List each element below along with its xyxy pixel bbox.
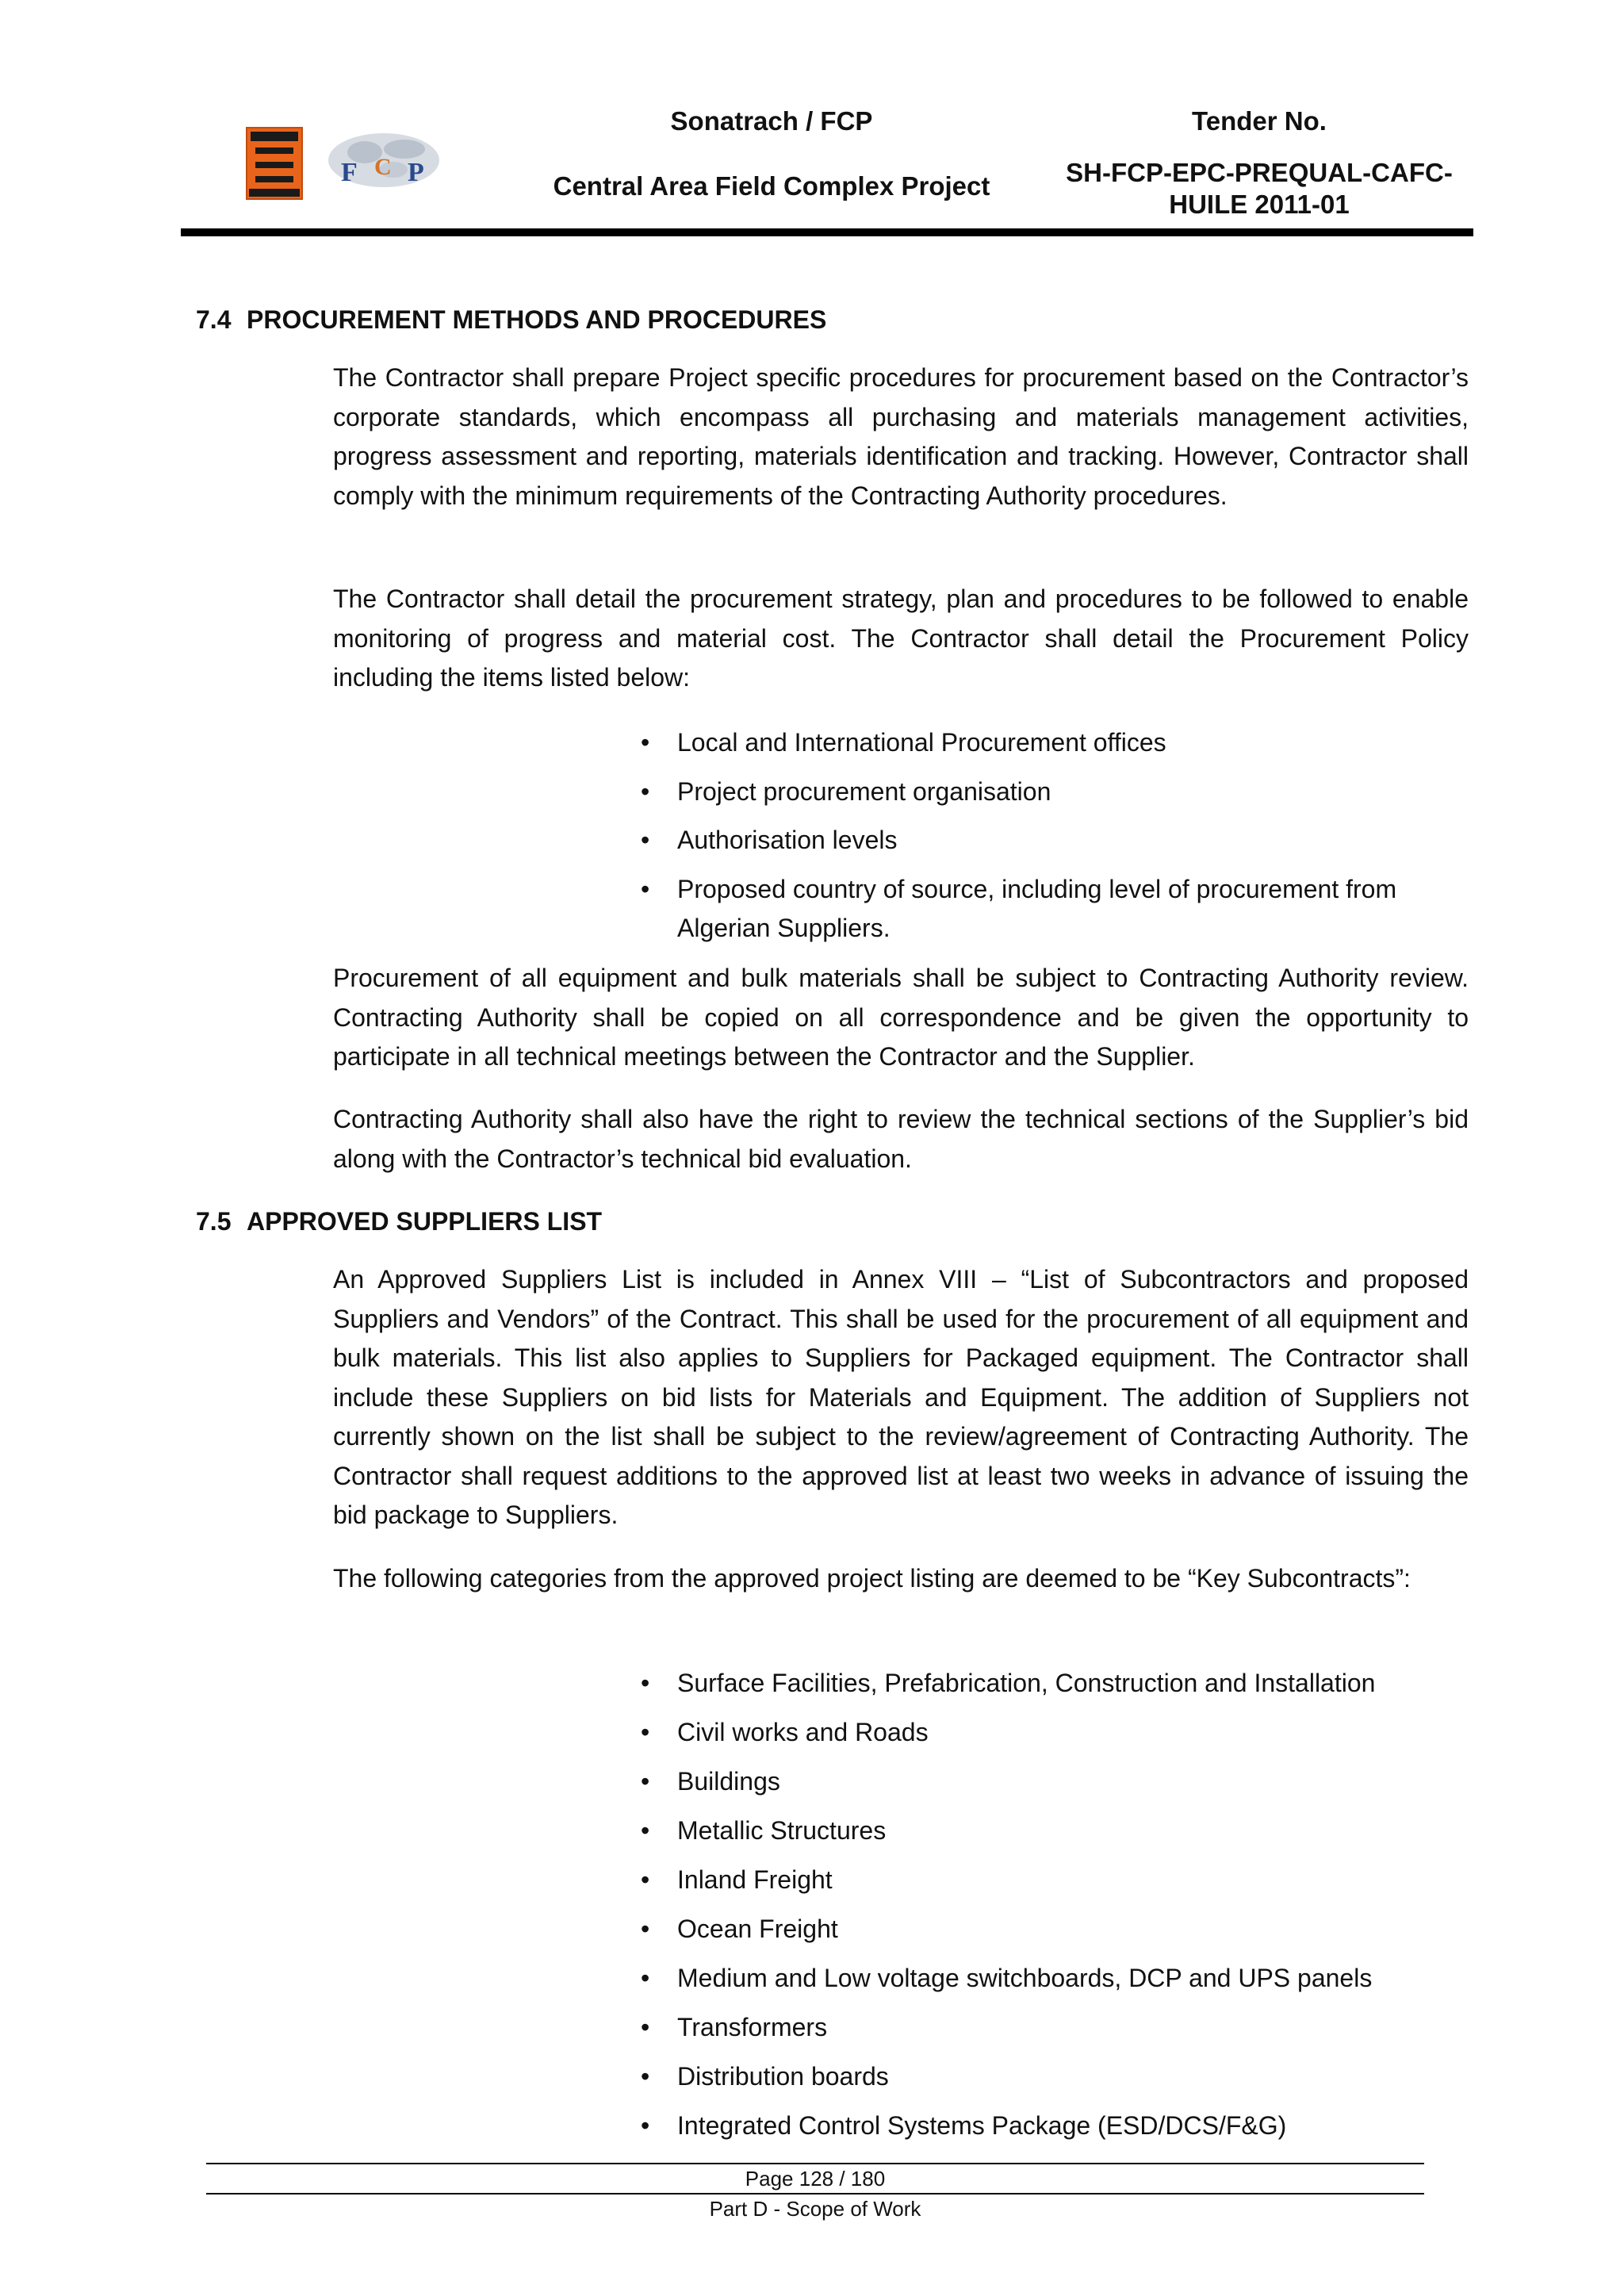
sonatrach-logo bbox=[246, 127, 303, 200]
section-7-5-paragraph-1: An Approved Suppliers List is included in Annex VIII – “List of Subcontractors and proposed Suppliers and Vendors” of the Contract. This shall be used for the procurement of all equipment and bulk materials. This list also applies to Suppliers for Packaged equipment. The Contractor shall include these Suppliers on bid lists for Materials and Equipment. The addition of Suppliers not currently shown on the list shall be subject to the review/agreement of Contracting Authority. The Contractor shall request additions to the approved list at least two weeks in advance of issuing the bid package to Suppliers. bbox=[333, 1265, 1469, 1529]
header-subtitle: Central Area Field Complex Project bbox=[553, 171, 990, 201]
section-number: 7.5 bbox=[196, 1207, 232, 1236]
section-7-4-paragraph-1: The Contractor shall prepare Project specific procedures for procurement based on the Contractor’s corporate standards, which encompass all purchasing and materials management activities, progress assessment and reporting, materials identification and tracking. However, Contractor shall comply with the minimum requirements of the Contracting Authority procedures. bbox=[333, 363, 1469, 510]
tender-number-line1: SH-FCP-EPC-PREQUAL-CAFC- bbox=[1066, 158, 1453, 187]
section-title: PROCUREMENT METHODS AND PROCEDURES bbox=[247, 305, 827, 334]
bullet-icon: • bbox=[641, 728, 650, 757]
bullet-icon: • bbox=[641, 1718, 650, 1746]
bullet-icon: • bbox=[641, 2111, 650, 2140]
list-item: • Integrated Control Systems Package (ESD/DCS/F&G) bbox=[634, 2106, 1475, 2146]
section-7-5-paragraph-2: The following categories from the approved project listing are deemed to be “Key Subcontracts”: bbox=[333, 1564, 1411, 1593]
list-item: • Buildings bbox=[634, 1762, 1475, 1802]
tender-number bbox=[1029, 157, 1489, 220]
page-header bbox=[181, 95, 1473, 238]
svg-text:P: P bbox=[408, 158, 424, 187]
bullet-icon: • bbox=[641, 1865, 650, 1894]
svg-text:F: F bbox=[341, 158, 358, 187]
bullet-icon: • bbox=[641, 1669, 650, 1697]
bullet-icon: • bbox=[641, 2062, 650, 2091]
list-item: • Proposed country of source, including level of procurement from Algerian Suppliers. bbox=[634, 870, 1475, 949]
section-number: 7.4 bbox=[196, 305, 232, 334]
svg-text:C: C bbox=[374, 154, 392, 180]
page-number: Page 128 / 180 bbox=[745, 2167, 886, 2191]
section-7-4-paragraph-2: The Contractor shall detail the procurement strategy, plan and procedures to be followed to enable monitoring of progress and material cost. The Contractor shall detail the Procurement Policy including the items listed below: bbox=[333, 585, 1469, 692]
footer-rule-top bbox=[206, 2163, 1424, 2164]
bullet-icon: • bbox=[641, 776, 650, 806]
list-item: • Civil works and Roads bbox=[634, 1713, 1475, 1753]
list-item: • Authorisation levels bbox=[634, 821, 1475, 861]
footer-part-label: Part D - Scope of Work bbox=[709, 2197, 921, 2221]
procurement-policy-list bbox=[634, 723, 1475, 958]
list-item: • Distribution boards bbox=[634, 2057, 1475, 2097]
bullet-icon: • bbox=[641, 2013, 650, 2041]
bullet-icon: • bbox=[641, 1767, 650, 1796]
list-item: • Transformers bbox=[634, 2008, 1475, 2048]
list-item: • Metallic Structures bbox=[634, 1811, 1475, 1851]
section-7-5-heading bbox=[196, 1207, 602, 1236]
section-7-4-heading bbox=[196, 305, 826, 335]
list-item: • Inland Freight bbox=[634, 1861, 1475, 1900]
bullet-icon: • bbox=[641, 1915, 650, 1943]
tender-number-line2: HUILE 2011-01 bbox=[1169, 190, 1350, 219]
bullet-icon: • bbox=[641, 1964, 650, 1992]
bullet-icon: • bbox=[641, 826, 650, 854]
bullet-icon: • bbox=[641, 874, 650, 903]
fcp-logo bbox=[325, 128, 442, 198]
tender-label: Tender No. bbox=[1192, 106, 1327, 136]
list-item: • Project procurement organisation bbox=[634, 772, 1475, 812]
section-7-4-paragraph-4: Contracting Authority shall also have the right to review the technical sections of the Supplier’s bid along with the Contractor’s technical bid evaluation. bbox=[333, 1105, 1469, 1173]
footer-rule-bottom bbox=[206, 2193, 1424, 2194]
header-title: Sonatrach / FCP bbox=[670, 106, 873, 136]
header-rule bbox=[181, 228, 1473, 236]
list-item: • Ocean Freight bbox=[634, 1910, 1475, 1949]
list-item: • Local and International Procurement offices bbox=[634, 723, 1475, 763]
bullet-icon: • bbox=[641, 1816, 650, 1845]
list-item: • Surface Facilities, Prefabrication, Construction and Installation bbox=[634, 1664, 1475, 1704]
key-subcontracts-list bbox=[634, 1664, 1475, 2156]
section-title: APPROVED SUPPLIERS LIST bbox=[247, 1207, 603, 1236]
list-item: • Medium and Low voltage switchboards, DCP and UPS panels bbox=[634, 1959, 1475, 1999]
section-7-4-paragraph-3: Procurement of all equipment and bulk materials shall be subject to Contracting Authority review. Contracting Authority shall be copied on all correspondence and be given the opportunity to participate in all technical meetings between the Contractor and the Supplier. bbox=[333, 964, 1469, 1071]
